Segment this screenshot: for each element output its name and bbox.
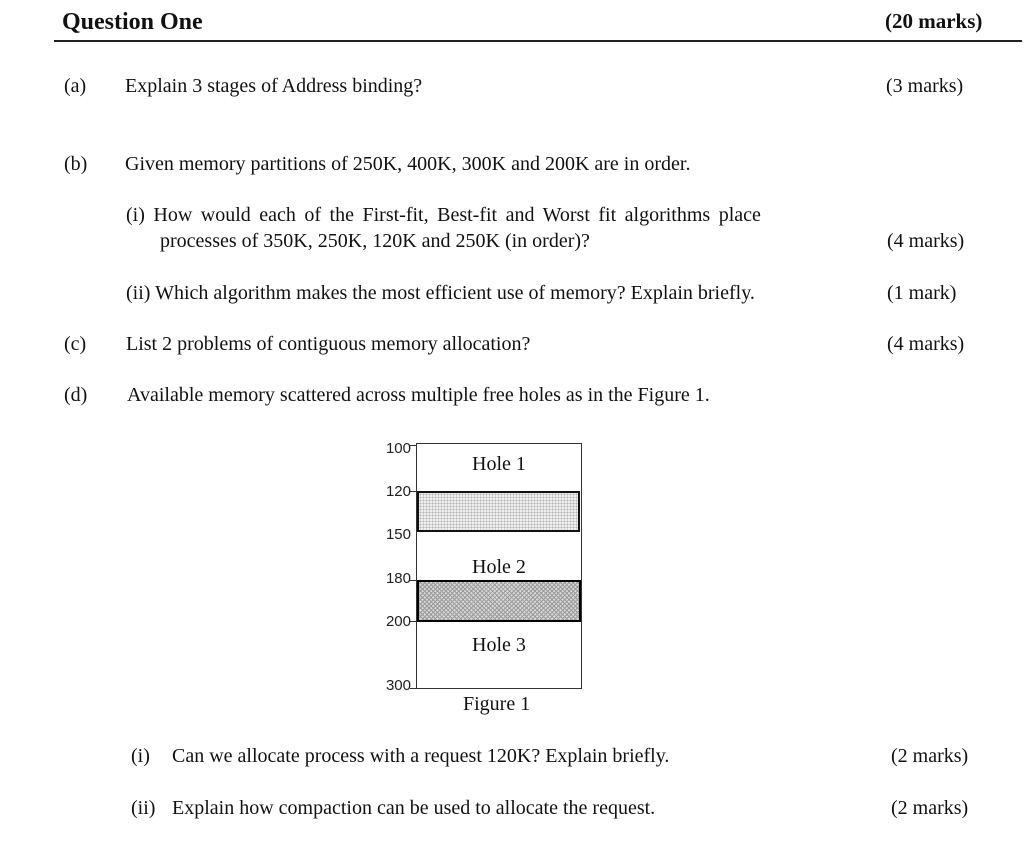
tick-label-180: 180 [385,570,411,587]
tick-mark [410,621,417,622]
hole-1-label: Hole 1 [472,453,526,475]
tick-label-120: 120 [385,483,411,500]
part-c-label: (c) [64,333,87,355]
figure-caption: Figure 1 [463,693,531,715]
hole-2-label: Hole 2 [472,556,526,578]
tick-label-300: 300 [385,677,411,694]
tick-mark [410,445,417,446]
part-b-ii-text: (ii) Which algorithm makes the most efficient use of memory? Explain briefly. [126,282,755,304]
allocated-block-180-200 [417,580,581,622]
tick-label-200: 200 [385,613,411,630]
part-b-i-line2: processes of 350K, 250K, 120K and 250K (in order)? [160,230,590,252]
tick-label-150: 150 [385,526,411,543]
tick-mark [410,491,417,492]
title-divider [54,40,1022,42]
part-d-i-text: Can we allocate process with a request 120K? Explain briefly. [172,745,670,767]
tick-label-100: 100 [385,440,411,457]
part-b-text: Given memory partitions of 250K, 400K, 300K and 200K are in order. [125,153,691,175]
question-title: Question One [62,9,203,35]
allocated-block-120-150 [417,491,580,532]
part-b-ii-marks: (1 mark) [887,282,957,304]
tick-mark [410,580,417,581]
part-a-text: Explain 3 stages of Address binding? [125,75,423,97]
part-b-i-marks: (4 marks) [887,230,965,252]
part-d-i-marks: (2 marks) [891,745,969,767]
part-c-text: List 2 problems of contiguous memory allocation? [126,333,531,355]
part-c-marks: (4 marks) [887,333,965,355]
part-d-ii-label: (ii) [131,797,156,819]
tick-mark [410,688,417,689]
part-d-ii-text: Explain how compaction can be used to allocate the request. [172,797,656,819]
question-total-marks: (20 marks) [885,9,983,33]
part-b-label: (b) [64,153,88,175]
part-d-text: Available memory scattered across multiple free holes as in the Figure 1. [127,384,710,406]
part-a-label: (a) [64,75,87,97]
part-d-i-label: (i) [131,745,150,767]
part-d-ii-marks: (2 marks) [891,797,969,819]
part-b-i-line1: (i) How would each of the First-fit, Best-fit and Worst fit algorithms place [126,204,761,226]
part-a-marks: (3 marks) [886,75,964,97]
hole-3-label: Hole 3 [472,634,526,656]
part-d-label: (d) [64,384,88,406]
